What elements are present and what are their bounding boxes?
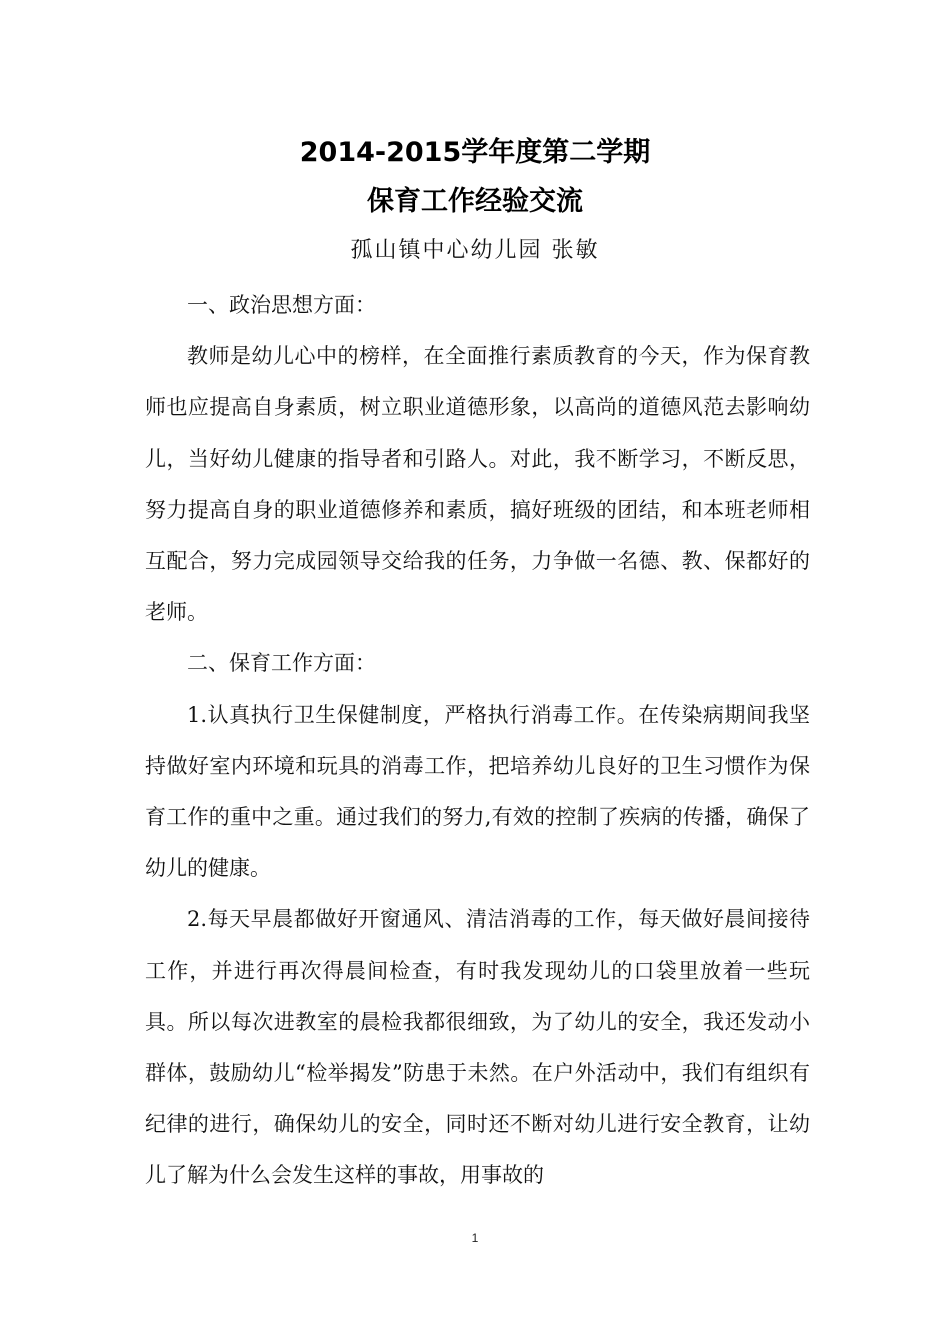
paragraph-morning-check: 2.每天早晨都做好开窗通风、清洁消毒的工作，每天做好晨间接待工作，并进行再次得晨间检查，有时我发现幼儿的口袋里放着一些玩具。所以每次进教室的晨检我都很细致，为了幼儿的安全，我还发动小群体，鼓励幼儿“检举揭发”防患于未然。在户外活动中，我们有组织有纪律的进行，确保幼儿的安全，同时还不断对幼儿进行安全教育，让幼儿了解为什么会发生这样的事故，用事故的 [145, 907, 810, 1188]
paragraph-hygiene: 1.认真执行卫生保健制度，严格执行消毒工作。在传染病期间我坚持做好室内环境和玩具的消毒工作，把培养幼儿良好的卫生习惯作为保育工作的重中之重。通过我们的努力,有效的控制了疾病的传播，确保了幼儿的健康。 [145, 702, 810, 881]
document-body [145, 280, 810, 1202]
section-heading-political: 一、政治思想方面： [187, 293, 376, 317]
document-title-line1: 2014-2015学年度第二学期 [299, 137, 651, 168]
paragraph-political: 教师是幼儿心中的榜样，在全面推行素质教育的今天，作为保育教师也应提高自身素质，树立职业道德形象，以高尚的道德风范去影响幼儿，当好幼儿健康的指导者和引路人。对此，我不断学习，不断反思，努力提高自身的职业道德修养和素质，搞好班级的团结，和本班老师相互配合，努力完成园领导交给我的任务，力争做一名德、教、保都好的老师。 [145, 344, 810, 625]
page-number: 1 [471, 1231, 479, 1245]
section-heading-care-work: 二、保育工作方面： [187, 651, 376, 676]
document-title-line2: 保育工作经验交流 [367, 186, 583, 217]
document-author: 孤山镇中心幼儿园 张敏 [350, 238, 600, 263]
